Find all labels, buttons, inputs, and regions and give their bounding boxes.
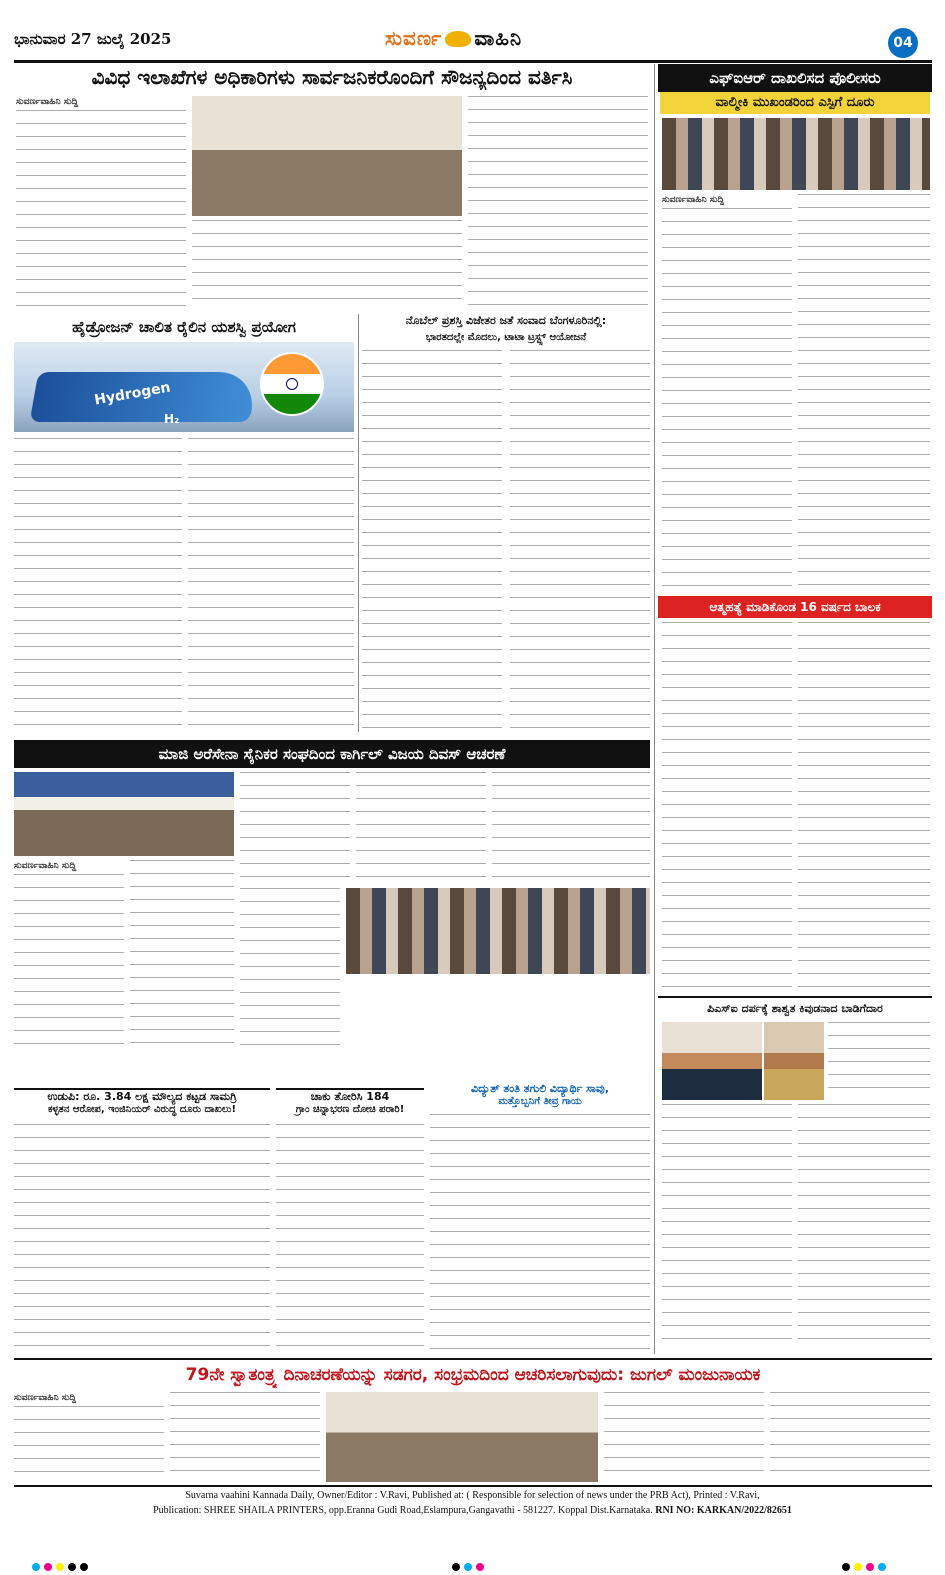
- column-divider: [654, 64, 655, 1354]
- independence-body-col2: [170, 1392, 320, 1482]
- kargil-body-col6: [240, 888, 340, 1054]
- column-divider: [358, 314, 359, 732]
- issue-date: ಭಾನುವಾರ 27 ಜುಲೈ 2025: [14, 30, 172, 48]
- nobel-headline: ನೊಬೆಲ್ ಪ್ರಶಸ್ತಿ ವಿಜೇತರ ಜತೆ ಸಂವಾದ ಬೆಂಗಳೂರಿನಲ್ಲಿ:: [405, 314, 607, 327]
- officials-photo: [192, 96, 462, 216]
- kargil-march-photo: [346, 888, 650, 974]
- reg-dot-cyan-icon: [32, 1563, 40, 1571]
- reg-dot-cyan-icon: [464, 1563, 472, 1571]
- newspaper-logo: [385, 26, 522, 50]
- chain-subheadline: ಗ್ರಾಂ ಚಿನ್ನಾಭರಣ ದೋಚಿ ಪರಾರಿ!: [295, 1104, 405, 1115]
- suicide-body-col1: [662, 622, 792, 992]
- pi-portrait-1: [662, 1022, 762, 1100]
- independence-body-col1: [14, 1406, 164, 1482]
- reg-dot-yellow-icon: [56, 1563, 64, 1571]
- kargil-body-col4: [356, 772, 486, 882]
- independence-body-col4: [770, 1392, 930, 1482]
- reg-dot-black-icon: [842, 1563, 850, 1571]
- footer-line-1: Suvarna vaahini Kannada Daily, Owner/Editor : V.Ravi, Published at: ( Responsible for selection of news under the PRB Act), Printed : V.Ravi,: [185, 1490, 760, 1501]
- fir-body-col2: [798, 194, 930, 588]
- kargil-body-col2: [130, 860, 234, 1054]
- reg-dot-black-icon: [80, 1563, 88, 1571]
- hydrogen-train-photo: [14, 342, 354, 432]
- electric-body: [430, 1114, 650, 1356]
- theft-headline: ಉಡುಪಿ: ರೂ. 3.84 ಲಕ್ಷ ಮೌಲ್ಯದ ಕಟ್ಟಡ ಸಾಮಗ್ರಿ: [14, 1088, 270, 1104]
- reg-dot-magenta-icon: [44, 1563, 52, 1571]
- footer-address: Publication: SHREE SHAILA PRINTERS, opp.Eranna Gudi Road,Eslampura,Gangavathi - 581227. Koppal Dist.Karnataka.: [153, 1505, 653, 1516]
- footer-rule: [14, 1485, 932, 1487]
- fir-byline: ಸುವರ್ಣವಾಹಿನಿ ಸುದ್ದಿ: [662, 195, 725, 205]
- registration-marks-center: [450, 1556, 486, 1566]
- kargil-body-col3: [240, 772, 350, 882]
- kargil-body-col5: [492, 772, 650, 882]
- chain-body: [276, 1124, 424, 1356]
- kargil-byline: ಸುವರ್ಣವಾಹಿನಿ ಸುದ್ದಿ: [14, 861, 77, 871]
- footer-line-2: [0, 1503, 945, 1518]
- page-number-badge: 04: [888, 28, 918, 58]
- nobel-body-col2: [510, 350, 650, 730]
- reg-dot-magenta-icon: [476, 1563, 484, 1571]
- pi-portrait-2: [764, 1022, 824, 1100]
- officials-body-col2: [192, 220, 462, 306]
- pi-body-col2: [798, 1104, 930, 1350]
- independence-byline: ಸುವರ್ಣವಾಹಿನಿ ಸುದ್ದಿ: [14, 1393, 77, 1403]
- officials-body-col3: [468, 96, 648, 306]
- pi-body-intro: [828, 1022, 930, 1100]
- logo-emblem-icon: [445, 31, 471, 47]
- pi-headline: ಪಿಎಸ್‌ಐ ದರ್ಪಕ್ಕೆ ಶಾಶ್ವತ ಕಿವುಡನಾದ ಬಾಡಿಗೆದಾರ: [658, 996, 932, 1018]
- nobel-body-col1: [362, 350, 502, 730]
- electric-headline: ವಿದ್ಯುತ್ ತಂತಿ ತಗುಲಿ ವಿದ್ಯಾರ್ಥಿ ಸಾವು,: [470, 1082, 610, 1095]
- kargil-headline: ಮಾಜಿ ಅರೆಸೇನಾ ಸೈನಿಕರ ಸಂಘದಿಂದ ಕಾರ್ಗಿಲ್ ವಿಜಯ ದಿವಸ್ ಆಚರಣೆ: [14, 740, 650, 768]
- independence-body-col3: [604, 1392, 764, 1482]
- hydrogen-headline: ಹೈಡ್ರೋಜನ್ ಚಾಲಿತ ರೈಲಿನ ಯಶಸ್ವಿ ಪ್ರಯೋಗ: [72, 318, 296, 336]
- officials-headline: ವಿವಿಧ ಇಲಾಖೆಗಳ ಅಧಿಕಾರಿಗಳು ಸಾರ್ವಜನಿಕರೊಂದಿಗೆ ಸೌಜನ್ಯದಿಂದ ವರ್ತಿಸಿ: [91, 65, 573, 89]
- nobel-subheadline: ಭಾರತದಲ್ಲೇ ಮೊದಲು, ಟಾಟಾ ಟ್ರಸ್ಟ್ಸ್ ಆಯೋಜನೆ: [425, 332, 587, 343]
- reg-dot-cyan-icon: [878, 1563, 886, 1571]
- suicide-headline: ಆತ್ಮಹತ್ಯೆ ಮಾಡಿಕೊಂಡ 16 ವರ್ಷದ ಬಾಲಕ: [658, 596, 932, 618]
- hydrogen-body-col2: [188, 438, 354, 730]
- fir-photo: [662, 118, 930, 190]
- registration-marks-right: [840, 1556, 888, 1566]
- registration-marks-left: [30, 1556, 90, 1566]
- officials-body-col1: [16, 110, 186, 306]
- train-label: Hydrogen: [93, 379, 172, 409]
- footer-imprint: [0, 1488, 945, 1518]
- reg-dot-magenta-icon: [866, 1563, 874, 1571]
- fir-subheadline: ವಾಲ್ಮೀಕಿ ಮುಖಂಡರಿಂದ ಎಸ್ಪಿಗೆ ದೂರು: [660, 92, 930, 114]
- reg-dot-yellow-icon: [854, 1563, 862, 1571]
- theft-subheadline: ಕಳ್ಳತನ ಆರೋಪ, ಇಂಜಿನಿಯರ್ ವಿರುದ್ಧ ದೂರು ದಾಖಲು!: [47, 1104, 237, 1115]
- theft-body: [14, 1124, 270, 1356]
- independence-photo: [326, 1392, 598, 1482]
- india-flag-icon: [260, 352, 324, 416]
- kargil-stage-photo: [14, 772, 234, 856]
- logo-text-right: ವಾಹಿನಿ: [474, 26, 523, 50]
- independence-rule: [14, 1358, 932, 1360]
- fir-headline: ಎಫ್‌ಐಆರ್ ದಾಖಲಿಸದ ಪೊಲೀಸರು: [658, 64, 932, 92]
- reg-dot-black-icon: [68, 1563, 76, 1571]
- suicide-body-col2: [798, 622, 930, 992]
- electric-subheadline: ಮತ್ತೊಬ್ಬನಿಗೆ ತೀವ್ರ ಗಾಯ: [498, 1096, 582, 1107]
- footer-rni: RNI NO: KARKAN/2022/82651: [655, 1505, 792, 1516]
- chain-headline: ಚಾಕು ತೋರಿಸಿ 184: [276, 1088, 424, 1104]
- fir-body-col1: [662, 208, 792, 588]
- kargil-body-col1: [14, 874, 124, 1054]
- reg-dot-black-icon: [452, 1563, 460, 1571]
- logo-text-left: ಸುವರ್ಣ: [385, 26, 443, 50]
- masthead-rule: [14, 60, 932, 63]
- independence-headline: 79ನೇ ಸ್ವಾತಂತ್ರ್ಯ ದಿನಾಚರಣೆಯನ್ನು ಸಡಗರ, ಸಂಭ್ರಮದಿಂದ ಆಚರಿಸಲಾಗುವುದು: ಜುಗಲ್ ಮಂಜುನಾಯಕ: [185, 1365, 761, 1385]
- hydrogen-body-col1: [14, 438, 182, 730]
- train-h2-label: H₂: [164, 412, 180, 426]
- officials-byline: ಸುವರ್ಣವಾಹಿನಿ ಸುದ್ದಿ: [16, 97, 79, 107]
- pi-body-col1: [662, 1104, 792, 1350]
